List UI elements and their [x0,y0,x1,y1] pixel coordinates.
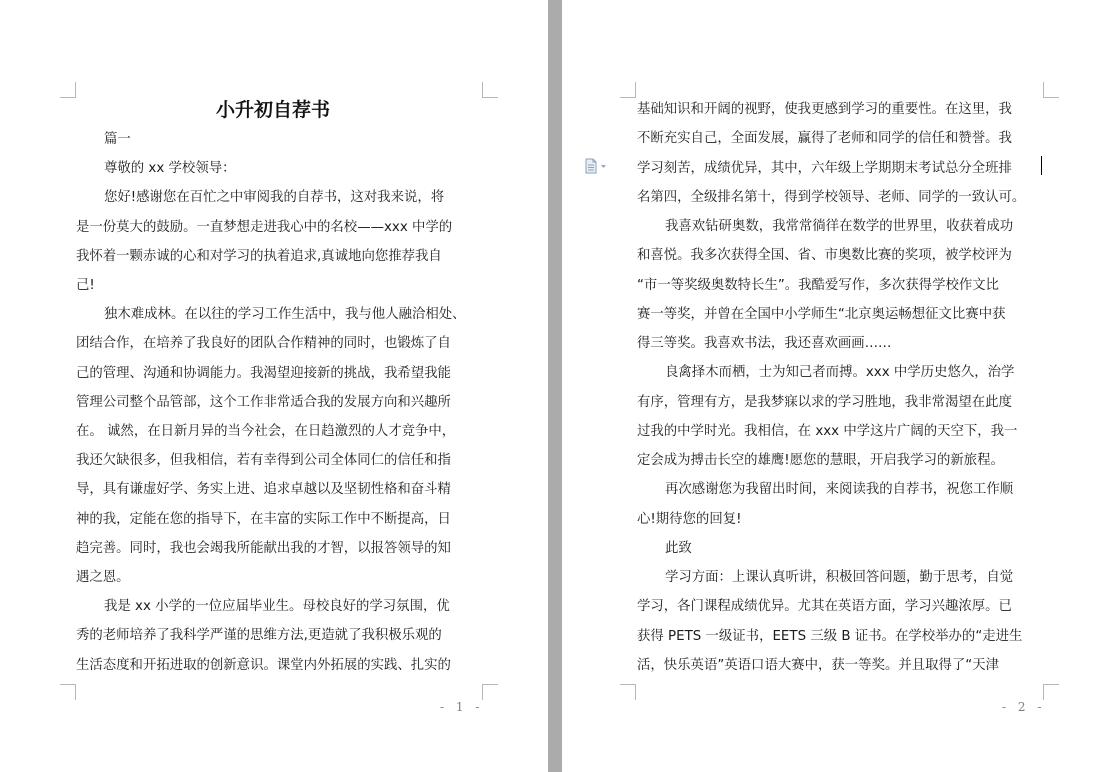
margin-corner-bottom-right [1043,684,1059,700]
text-line: 篇一 [104,132,131,147]
text-line: 心!期待您的回复! [637,511,742,527]
margin-corner-bottom-right [482,684,498,700]
margin-corner-top-right [1043,82,1059,98]
document-title: 小升初自荐书 [216,99,331,121]
text-line: 我是 xx 小学的一位应届毕业生。母校良好的学习氛围，优 [104,599,450,615]
text-line: 赛一等奖，并曾在全国中小学师生“北京奥运畅想征文比赛中获 [637,306,1006,322]
text-line: 您好!感谢您在百忙之中审阅我的自荐书，这对我来说，将 [104,190,445,206]
text-line: “市一等奖级奥数特长生”。我酷爱写作，多次获得学校作文比 [637,277,1000,293]
text-line: 尊敬的 xx 学校领导： [104,161,236,177]
text-line: 过我的中学时光。我相信，在 xxx 中学这片广阔的天空下，我一 [637,423,1018,439]
page-2 [562,0,1108,772]
text-line: 独木难成林。在以往的学习工作生活中，我与他人融洽相处、 [104,307,466,323]
page-number: - 2 - [1002,700,1046,714]
text-line: 基础知识和开阔的视野，使我更感到学习的重要性。在这里，我 [637,102,1012,117]
text-line: 学习刻苦，成绩优异，其中，六年级上学期期末考试总分全班排 [637,160,1012,176]
text-line: 在。 诚然，在日新月异的当今社会，在日趋激烈的人才竞争中， [76,424,456,439]
text-line: 趋完善。同时，我也会竭我所能献出我的才智，以报答领导的知 [76,540,451,556]
text-line: 有序，管理有方，是我梦寐以求的学习胜地，我非常渴望在此度 [637,394,1012,410]
text-line: 不断充实自己，全面发展，赢得了老师和同学的信任和赞誉。我 [637,131,1012,147]
text-line: 生活态度和开拓进取的创新意识。课堂内外拓展的实践、扎实的 [76,657,451,673]
text-line: 我还欠缺很多，但我相信，若有幸得到公司全体同仁的信任和指 [76,453,451,469]
text-line: 团结合作，在培养了我良好的团队合作精神的同时，也锻炼了自 [76,336,451,352]
margin-corner-top-left [620,82,636,98]
text-line: 己! [76,278,95,293]
text-line: 神的我，定能在您的指导下，在丰富的实际工作中不断提高，日 [76,511,451,527]
margin-corner-bottom-left [620,684,636,700]
text-line: 活，快乐英语”英语口语大赛中，获一等奖。并且取得了“天津 [637,657,1000,673]
margin-corner-top-right [482,82,498,98]
text-line: 得三等奖。我喜欢书法，我还喜欢画画…… [637,336,892,351]
text-line: 此致 [665,540,692,556]
text-line: 学习，各门课程成绩优异。尤其在英语方面，学习兴趣浓厚。已 [637,599,1012,615]
text-line: 定会成为搏击长空的雄鹰!愿您的慧眼，开启我学习的新旅程。 [637,453,1004,468]
text-line: 名第四，全级排名第十，得到学校领导、老师、同学的一致认可。 [637,189,1026,205]
text-line: 导，具有谦虚好学、务实上进、追求卓越以及坚韧性格和奋斗精 [76,482,451,498]
text-line: 获得 PETS 一级证书，EETS 三级 B 证书。在学校举办的“走进生 [637,628,1023,644]
paste-options-icon[interactable] [584,158,612,174]
text-line: 和喜悦。我多次获得全国、省、市奥数比赛的奖项，被学校评为 [637,248,1012,264]
text-line: 管理公司整个品管部，这个工作非常适合我的发展方向和兴趣所 [76,394,451,410]
text-line: 我喜欢钻研奥数，我常常徜徉在数学的世界里，收获着成功 [665,219,1014,234]
text-line: 良禽择木而栖，士为知己者而搏。xxx 中学历史悠久，治学 [665,365,1015,381]
text-line: 学习方面：上课认真听讲，积极回答问题，勤于思考，自觉 [665,570,1014,585]
text-line: 我怀着一颗赤诚的心和对学习的执着追求,真诚地向您推荐我自 [76,248,442,264]
margin-corner-top-left [60,82,76,98]
text-line: 再次感谢您为我留出时间，来阅读我的自荐书，祝您工作顺 [665,482,1014,498]
page-number: - 1 - [440,700,484,714]
text-line: 是一份莫大的鼓励。一直梦想走进我心中的名校——xxx 中学的 [76,219,453,235]
page-1 [0,0,548,772]
text-cursor [1041,156,1042,175]
text-line: 秀的老师培养了我科学严谨的思维方法,更造就了我积极乐观的 [76,628,442,644]
text-line: 遇之恩。 [76,570,130,585]
text-line: 己的管理、沟通和协调能力。我渴望迎接新的挑战，我希望我能 [76,365,451,381]
margin-corner-bottom-left [60,684,76,700]
